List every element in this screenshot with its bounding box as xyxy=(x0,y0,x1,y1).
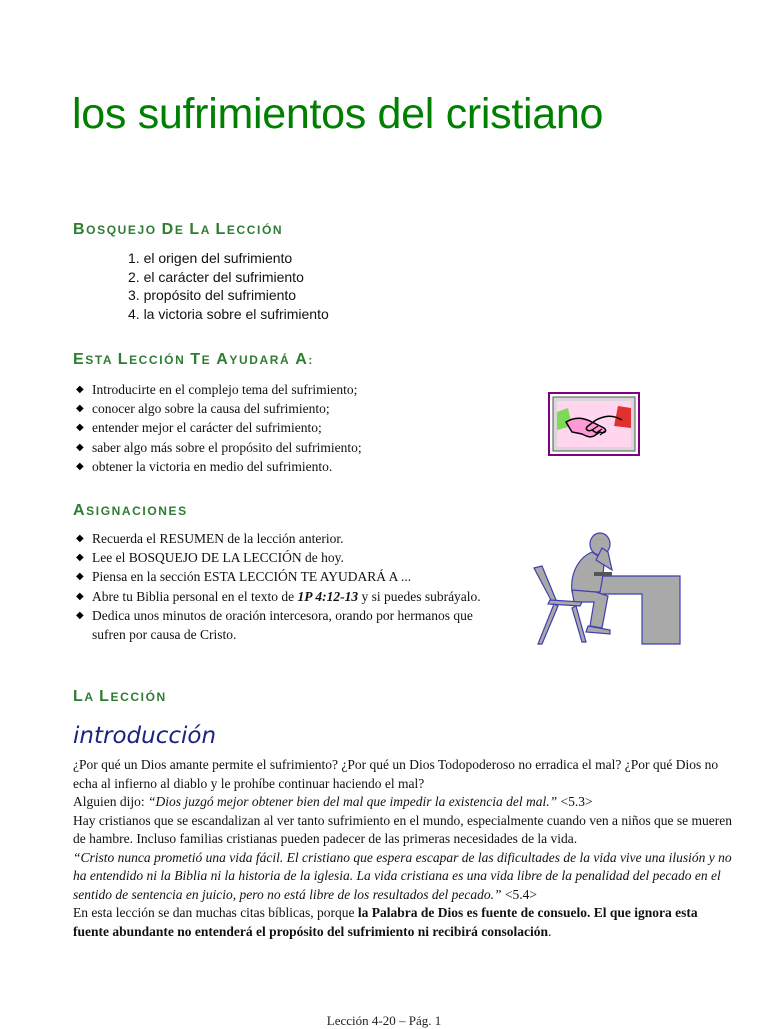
intro-heading: introducción xyxy=(73,723,217,749)
emphasis: la Palabra de Dios es fuente de consuelo. El que ignora esta fuente abundante no entenderá el propósito del sufrimiento ni recibirá consolación xyxy=(73,905,698,939)
helps-item: ◆ conocer algo sobre la causa del sufrimiento; xyxy=(76,399,516,418)
outline-item: 1. el origen del sufrimiento xyxy=(128,250,293,266)
citation: <5.3> xyxy=(557,794,593,809)
assignment-text: Abre tu Biblia personal en el texto de xyxy=(92,588,298,604)
quote: “Dios juzgó mejor obtener bien del mal que impedir la existencia del mal.” xyxy=(148,794,558,809)
assignment-item: ◆ Recuerda el RESUMEN de la lección anterior. xyxy=(76,529,506,548)
paragraph xyxy=(73,904,735,941)
helps-heading-text: ESTA LECCIÓN TE AYUDARÁ A: xyxy=(73,351,314,368)
lesson-heading-text: LA LECCIÓN xyxy=(73,688,167,705)
page-title: los sufrimientos del cristiano xyxy=(72,90,604,138)
paragraph xyxy=(73,793,735,812)
intro-body xyxy=(73,756,735,941)
outline-list xyxy=(128,249,329,324)
lesson-heading xyxy=(73,688,167,706)
helps-item: ◆ saber algo más sobre el propósito del sufrimiento; xyxy=(76,438,516,457)
assignments-heading xyxy=(73,502,188,520)
assignment-text: y si puedes subráyalo. xyxy=(358,588,481,604)
paragraph: ¿Por qué un Dios amante permite el sufrimiento? ¿Por qué un Dios Todopoderoso no erradica el mal? ¿Por qué Dios no echa al infierno al diablo y le prohíbe continuar haciendo el mal? xyxy=(73,757,719,791)
paragraph xyxy=(73,849,735,905)
assignments-list xyxy=(76,529,506,644)
handshake-icon xyxy=(548,392,640,456)
paragraph-text: . xyxy=(548,923,552,939)
outline-heading-text: BOSQUEJO DE LA LECCIÓN xyxy=(73,221,284,238)
outline-item: 2. el carácter del sufrimiento xyxy=(128,268,304,285)
helps-item: ◆ obtener la victoria en medio del sufrimiento. xyxy=(76,457,516,476)
outline-heading xyxy=(73,221,283,239)
bible-reference: 1P 4:12-13 xyxy=(297,588,359,604)
helps-list xyxy=(76,380,516,476)
paragraph-text: En esta lección se dan muchas citas bíblicas, porque xyxy=(73,905,358,920)
citation: <5.4> xyxy=(501,886,538,902)
helps-item: ◆ Introducirte en el complejo tema del sufrimiento; xyxy=(76,380,516,399)
assignment-item: ◆ Dedica unos minutos de oración intercesora, orando por hermanos que sufren por causa de Cristo. xyxy=(76,606,506,644)
outline-item: 4. la victoria sobre el sufrimiento xyxy=(128,306,329,323)
assignments-heading-text: ASIGNACIONES xyxy=(73,502,188,519)
paragraph-text: Alguien dijo: xyxy=(73,794,148,809)
studying-person-icon xyxy=(530,530,682,648)
outline-item: 3. propósito del sufrimiento xyxy=(128,287,297,304)
page-footer: Lección 4-20 – Pág. 1 xyxy=(326,1013,442,1028)
assignment-item xyxy=(76,587,506,606)
helps-heading xyxy=(73,351,314,369)
assignment-item: ◆ Lee el BOSQUEJO DE LA LECCIÓN de hoy. xyxy=(76,548,506,567)
helps-item: ◆ entender mejor el carácter del sufrimiento; xyxy=(76,418,516,437)
assignment-item: ◆ Piensa en la sección ESTA LECCIÓN TE AYUDARÁ A ... xyxy=(76,567,506,586)
quote: “Cristo nunca prometió una vida fácil. El cristiano que espera escapar de las dificultades de la vida vive una ilusión y no ha entendido ni la Biblia ni la historia de la iglesia. La vida cristiana es una vida libre de la penalidad del pecado en el sentido de sentencia en juicio, pero no está libre de los resultados del pecado.” xyxy=(73,849,732,902)
paragraph: Hay cristianos que se escandalizan al ver tanto sufrimiento en el mundo, especialmente cuando ven a niños que se mueren de hambre. Incluso familias cristianas pueden padecer de las primeras necesidades de la vida. xyxy=(73,812,733,846)
